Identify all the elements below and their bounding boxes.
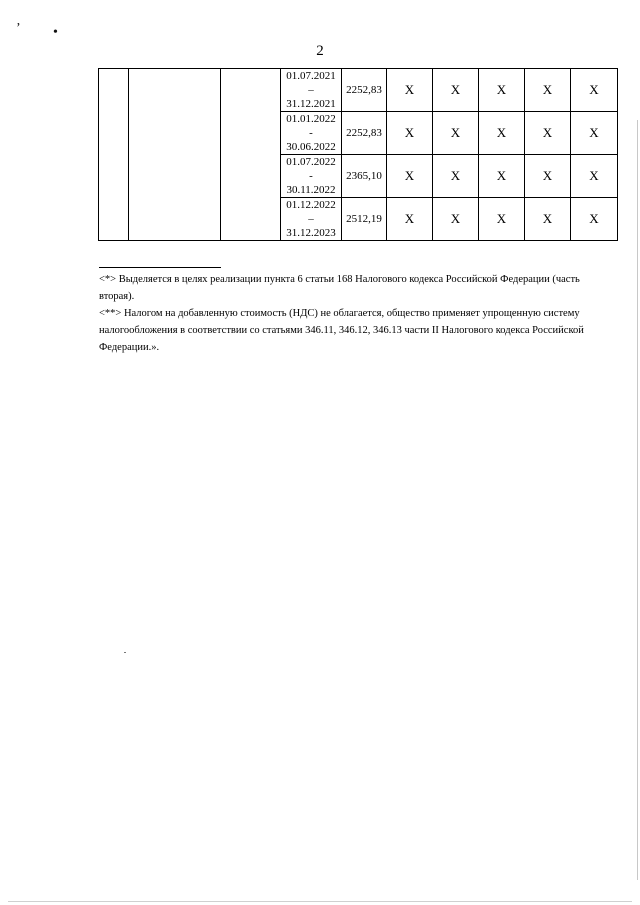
- tariff-value: 2512,19: [342, 198, 387, 241]
- period-start: 01.01.2022: [286, 113, 336, 125]
- period-start: 01.07.2021: [286, 70, 336, 82]
- period-dash: -: [309, 170, 313, 182]
- x-mark: X: [479, 155, 525, 198]
- footnote-divider: [99, 267, 221, 268]
- x-mark: X: [571, 198, 618, 241]
- period-dash: -: [309, 127, 313, 139]
- scan-artifact: [124, 652, 126, 653]
- x-mark: X: [433, 69, 479, 112]
- period-dash: –: [308, 213, 314, 225]
- period-start: 01.12.2022: [286, 199, 336, 211]
- x-mark: X: [571, 69, 618, 112]
- x-mark: X: [525, 198, 571, 241]
- page-number: 2: [316, 43, 324, 59]
- x-mark: X: [433, 198, 479, 241]
- period-cell: [281, 198, 342, 241]
- merged-cell-category: [221, 69, 281, 241]
- tariff-table: [98, 68, 618, 241]
- period-dash: –: [308, 84, 314, 96]
- x-mark: X: [525, 155, 571, 198]
- x-mark: X: [479, 112, 525, 155]
- period-cell: [281, 155, 342, 198]
- footnote-no-vat: <**> Налогом на добавленную стоимость (НДС) не облагается, общество применяет упрощенную систему налогообложения в соответствии со статьями 346.11, 346.12, 346.13 части II Налогового кодекса Российской Федерации.».: [99, 308, 584, 353]
- table-row: [99, 69, 618, 112]
- x-mark: X: [433, 155, 479, 198]
- period-end: 31.12.2023: [286, 227, 336, 239]
- scan-artifact: [637, 120, 638, 880]
- period-end: 30.06.2022: [286, 141, 336, 153]
- tariff-value: 2365,10: [342, 155, 387, 198]
- x-mark: X: [525, 69, 571, 112]
- scan-mark: ’: [16, 21, 21, 36]
- x-mark: X: [525, 112, 571, 155]
- tariff-value: 2252,83: [342, 69, 387, 112]
- period-start: 01.07.2022: [286, 156, 336, 168]
- merged-cell-number: [99, 69, 129, 241]
- x-mark: X: [479, 69, 525, 112]
- scan-mark: •: [53, 25, 58, 40]
- period-cell: [281, 69, 342, 112]
- x-mark: X: [571, 155, 618, 198]
- footnotes: [99, 271, 613, 356]
- tariff-value: 2252,83: [342, 112, 387, 155]
- footnote-vat: <*> Выделяется в целях реализации пункта 6 статьи 168 Налогового кодекса Российской Федерации (часть вторая).: [99, 274, 580, 302]
- scan-artifact: [8, 901, 632, 902]
- x-mark: X: [571, 112, 618, 155]
- x-mark: X: [433, 112, 479, 155]
- period-cell: [281, 112, 342, 155]
- period-end: 31.12.2021: [286, 98, 336, 110]
- period-end: 30.11.2022: [286, 184, 336, 196]
- x-mark: X: [387, 69, 433, 112]
- x-mark: X: [387, 112, 433, 155]
- merged-cell-name: [129, 69, 221, 241]
- x-mark: X: [387, 155, 433, 198]
- x-mark: X: [387, 198, 433, 241]
- x-mark: X: [479, 198, 525, 241]
